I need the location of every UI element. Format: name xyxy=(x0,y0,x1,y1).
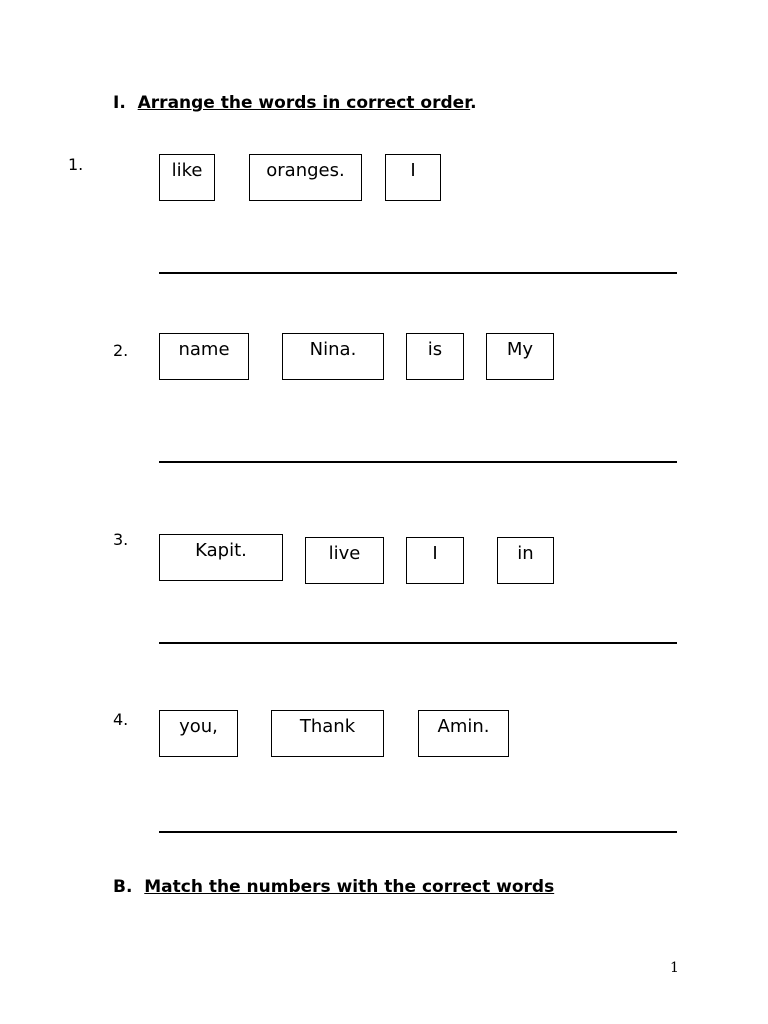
word-card[interactable]: like xyxy=(159,154,215,201)
answer-line[interactable] xyxy=(159,642,677,644)
word-card[interactable]: oranges. xyxy=(249,154,362,201)
question-2-number: 2. xyxy=(113,341,129,360)
question-3-number: 3. xyxy=(113,530,129,549)
answer-line[interactable] xyxy=(159,461,677,463)
section-i-heading xyxy=(113,93,477,113)
word-card[interactable]: I xyxy=(406,537,464,584)
page-number: 1 xyxy=(670,960,679,976)
word-card[interactable]: Thank xyxy=(271,710,384,757)
word-card[interactable]: you, xyxy=(159,710,238,757)
word-card[interactable]: Amin. xyxy=(418,710,509,757)
answer-line[interactable] xyxy=(159,272,677,274)
section-i-marker: I. xyxy=(113,93,126,113)
answer-line[interactable] xyxy=(159,831,677,833)
word-card[interactable]: is xyxy=(406,333,464,380)
word-card[interactable]: in xyxy=(497,537,554,584)
word-card[interactable]: I xyxy=(385,154,441,201)
word-card[interactable]: Kapit. xyxy=(159,534,283,581)
question-1-number: 1. xyxy=(68,155,84,174)
word-card[interactable]: Nina. xyxy=(282,333,384,380)
section-b-title: Match the numbers with the correct words xyxy=(144,877,555,897)
word-card[interactable]: live xyxy=(305,537,384,584)
word-card[interactable]: name xyxy=(159,333,249,380)
section-b-heading xyxy=(113,877,554,897)
section-b-marker: B. xyxy=(113,877,133,897)
section-i-trail: . xyxy=(470,93,477,113)
word-card[interactable]: My xyxy=(486,333,554,380)
section-i-title: Arrange the words in correct order xyxy=(137,93,471,113)
question-4-number: 4. xyxy=(113,710,129,729)
